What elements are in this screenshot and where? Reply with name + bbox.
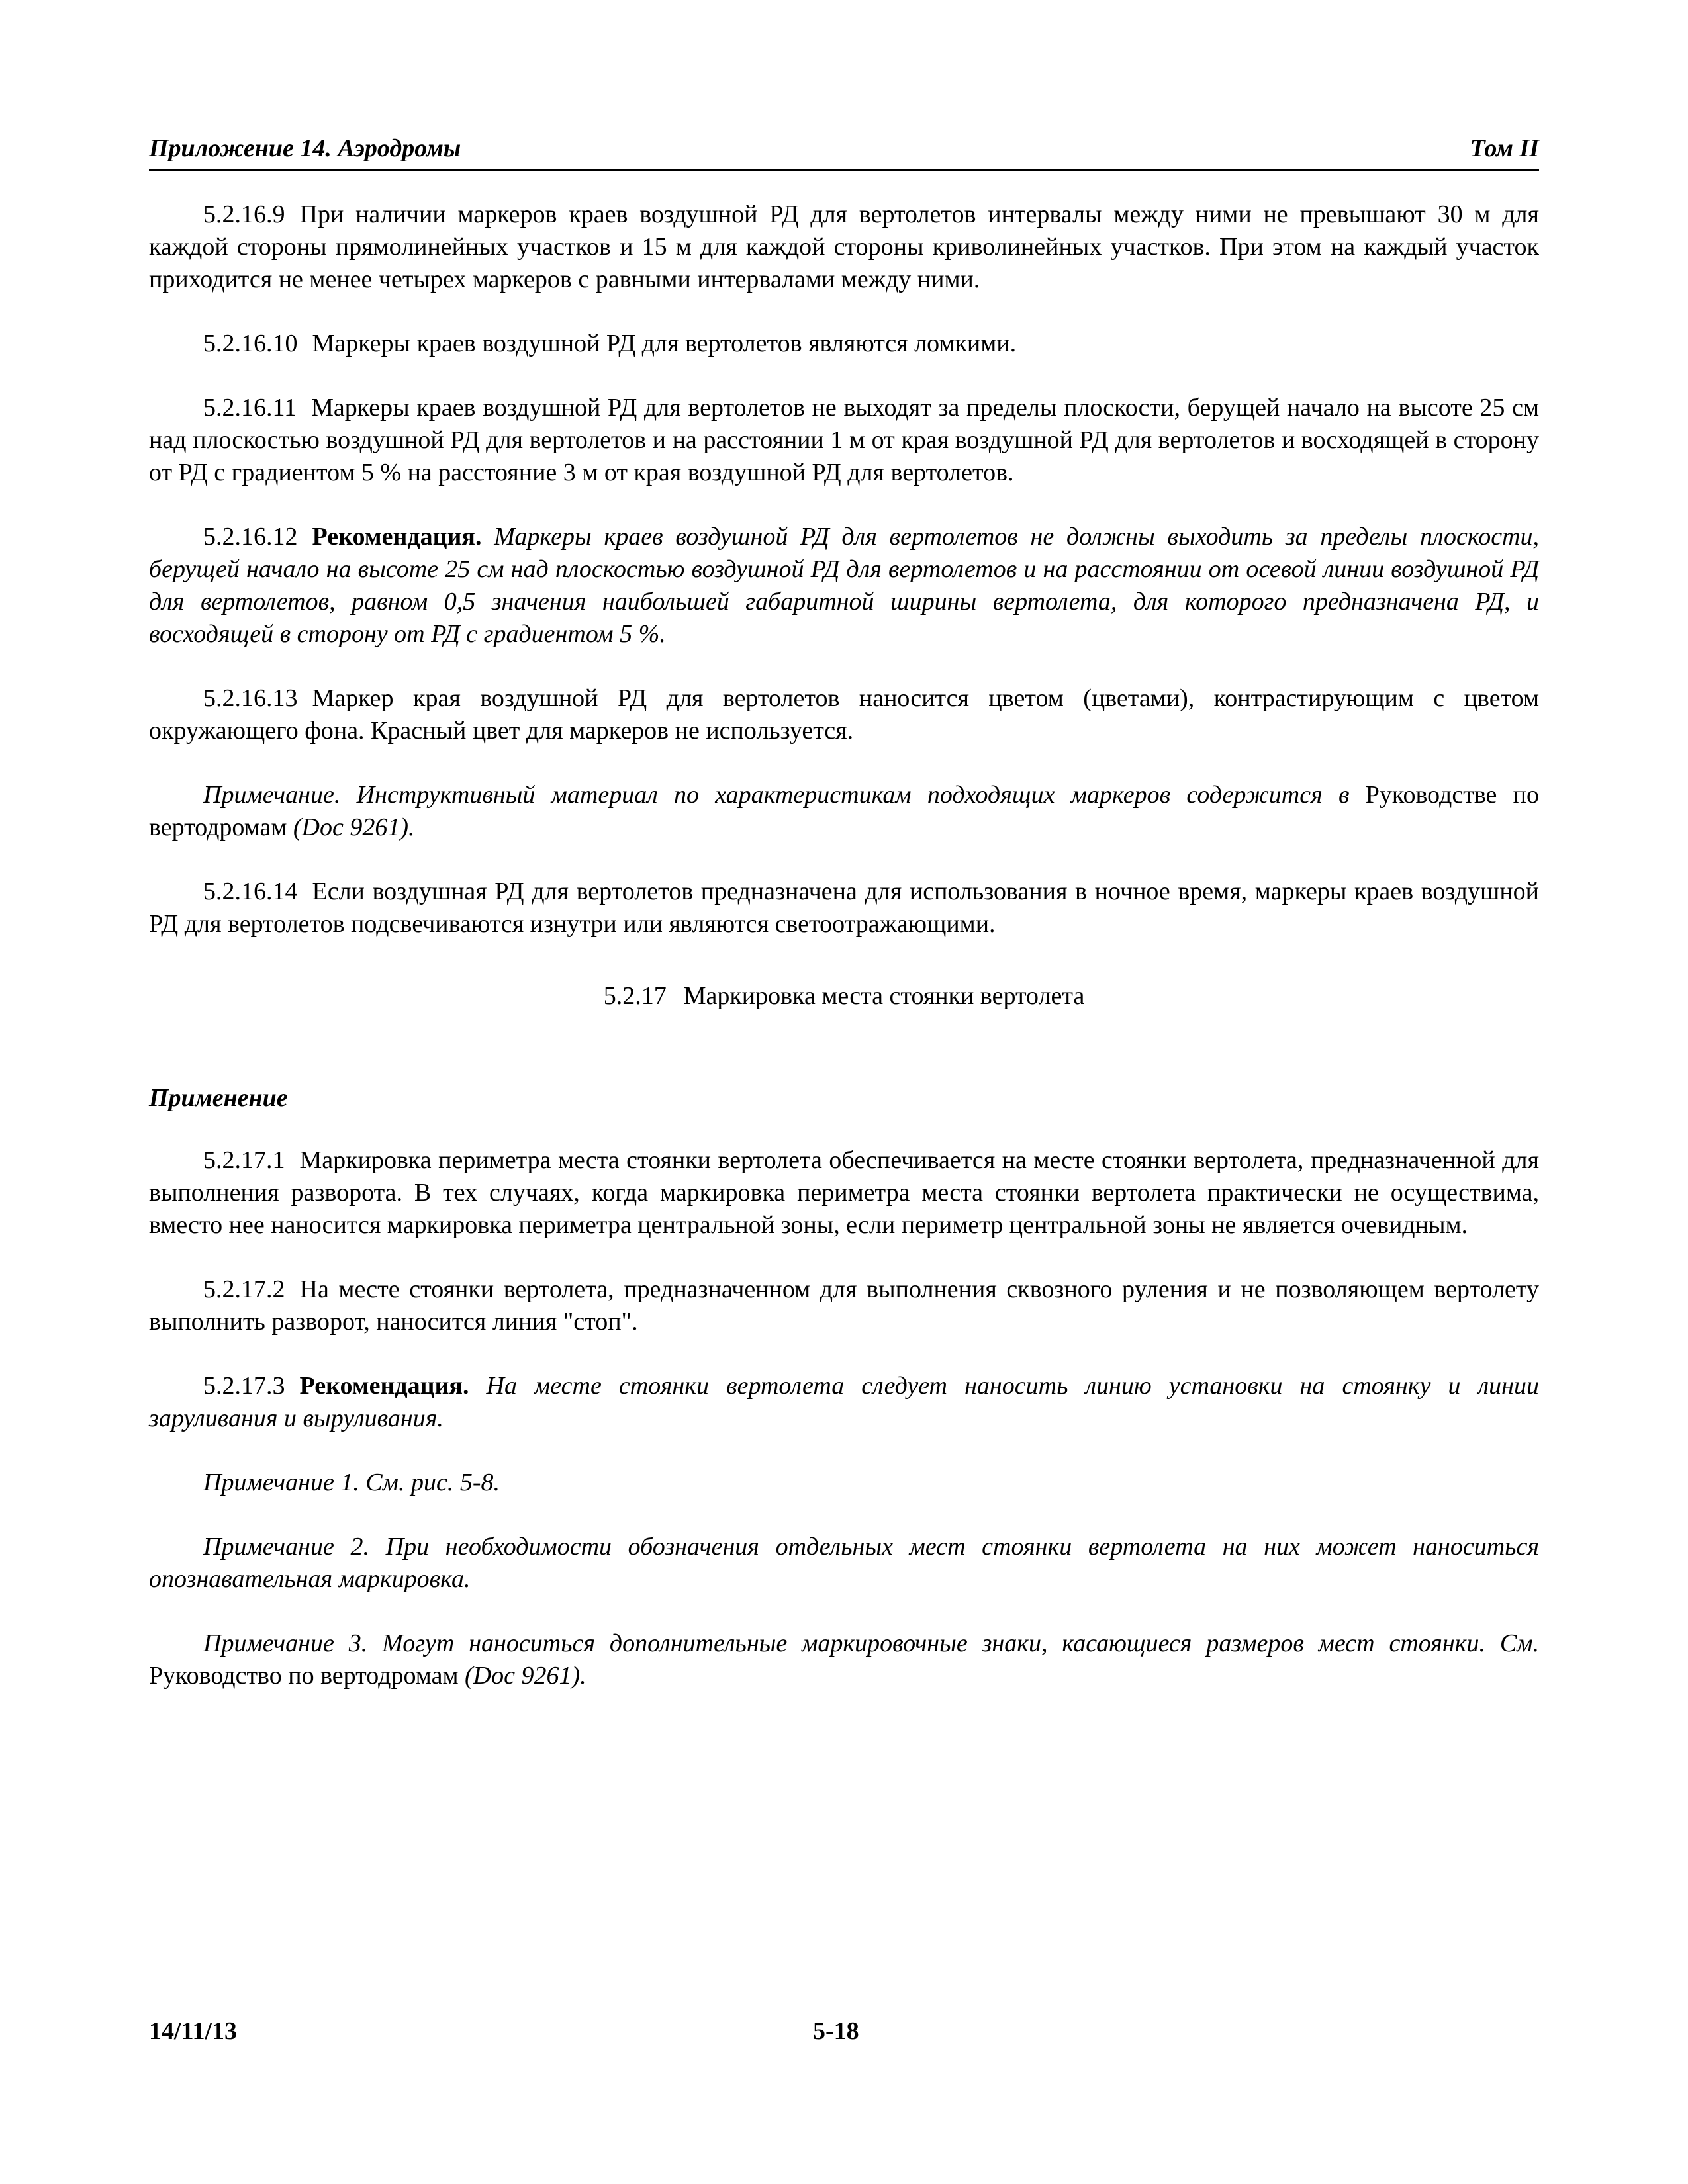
recommendation-label: Рекомендация.	[299, 1372, 469, 1400]
paragraph-5-2-17-1	[149, 1144, 1539, 1242]
section-title	[149, 980, 1539, 1013]
note-2: Примечание 2. При необходимости обозначения отдельных мест стоянки вертолета на них может наноситься опознавательная маркировка.	[149, 1533, 1539, 1593]
paragraph-number: 5.2.16.14	[203, 878, 298, 905]
note-paragraph	[149, 779, 1539, 844]
paragraph-text: На месте стоянки вертолета, предназначенном для выполнения сквозного руления и не позволяющем вертолету выполнить разворот, наносится линия "стоп".	[149, 1275, 1539, 1336]
footer-page-number: 5-18	[813, 2017, 859, 2045]
paragraph-text: При наличии маркеров краев воздушной РД для вертолетов интервалы между ними не превышают 30 м для каждой стороны прямолинейных участков и 15 м для каждой стороны криволинейных участков. При этом на каждый участок приходится не менее четырех маркеров с равными интервалами между ними.	[149, 201, 1539, 293]
paragraph-text: Маркер края воздушной РД для вертолетов наносится цветом (цветами), контрастирующим с цветом окружающего фона. Красный цвет для маркеров не используется.	[149, 684, 1539, 745]
paragraph-text: На месте стоянки вертолета следует наносить линию установки на стоянку и линии заруливания и выруливания.	[149, 1372, 1539, 1432]
note-doc: (Doc 9261).	[465, 1662, 586, 1690]
note-1: Примечание 1. См. рис. 5-8.	[203, 1469, 500, 1496]
section-title-text: Маркировка места стоянки вертолета	[683, 982, 1085, 1010]
paragraph-number: 5.2.17.3	[203, 1372, 285, 1400]
paragraph-5-2-17-3	[149, 1370, 1539, 1435]
paragraph-number: 5.2.16.12	[203, 523, 298, 551]
paragraph-5-2-16-12	[149, 521, 1539, 651]
subheading: Применение	[149, 1084, 288, 1112]
note-reference: Руководство по вертодромам	[149, 1662, 459, 1690]
header-title: Приложение 14. Аэродромы	[149, 134, 461, 162]
recommendation-label: Рекомендация.	[312, 523, 482, 551]
note-3	[149, 1627, 1539, 1692]
note-doc: (Doc 9261).	[293, 813, 415, 841]
paragraph-5-2-16-13	[149, 682, 1539, 747]
paragraph-text: Маркеры краев воздушной РД для вертолетов не должны выходить за пределы плоскости, берущей начало на высоте 25 см над плоскостью воздушной РД для вертолетов и на расстоянии от осевой линии воздушной РД для вертолетов, равном 0,5 значения наибольшей габаритной ширины вертолета, для которого предназначена РД, и восходящей в сторону от РД с градиентом 5 %.	[149, 523, 1540, 648]
header-volume: Том II	[1470, 134, 1539, 162]
paragraph-text: Маркеры краев воздушной РД для вертолетов являются ломкими.	[312, 330, 1017, 357]
paragraph-5-2-17-2	[149, 1273, 1539, 1338]
page-content	[149, 199, 1539, 1724]
paragraph-5-2-16-10	[149, 328, 1539, 360]
paragraph-5-2-16-9	[149, 199, 1539, 296]
paragraph-number: 5.2.16.11	[203, 394, 297, 422]
paragraph-number: 5.2.16.9	[203, 201, 285, 228]
paragraph-number: 5.2.16.13	[203, 684, 298, 712]
page-header	[149, 130, 1539, 171]
paragraph-number: 5.2.17.2	[203, 1275, 285, 1303]
paragraph-text: Маркеры краев воздушной РД для вертолетов не выходят за пределы плоскости, берущей начало на высоте 25 см над плоскостью воздушной РД для вертолетов и на расстоянии 1 м от края воздушной РД для вертолетов и восходящей в сторону от РД с градиентом 5 % на расстояние 3 м от края воздушной РД для вертолетов.	[149, 394, 1539, 486]
paragraph-number: 5.2.17.1	[203, 1146, 285, 1174]
paragraph-number: 5.2.16.10	[203, 330, 298, 357]
paragraph-text: Маркировка периметра места стоянки вертолета обеспечивается на месте стоянки вертолета, предназначенной для выполнения разворота. В тех случаях, когда маркировка периметра места стоянки вертолета практически не осуществима, вместо нее наносится маркировка периметра центральной зоны, если периметр центральной зоны не является очевидным.	[149, 1146, 1539, 1239]
section-number: 5.2.17	[603, 982, 667, 1010]
paragraph-5-2-16-11	[149, 392, 1539, 489]
paragraph-text: Если воздушная РД для вертолетов предназначена для использования в ночное время, маркеры краев воздушной РД для вертолетов подсвечиваются изнутри или являются светоотражающими.	[149, 878, 1539, 938]
note-reference: Руководстве по вертодромам	[149, 781, 1540, 841]
footer-date: 14/11/13	[149, 2017, 238, 2045]
note-text: Примечание 3. Могут наноситься дополнительные маркировочные знаки, касающиеся размеров мест стоянки. См.	[203, 1629, 1539, 1657]
paragraph-5-2-16-14	[149, 876, 1539, 940]
note-text: Примечание. Инструктивный материал по характеристикам подходящих маркеров содержится в	[203, 781, 1350, 809]
